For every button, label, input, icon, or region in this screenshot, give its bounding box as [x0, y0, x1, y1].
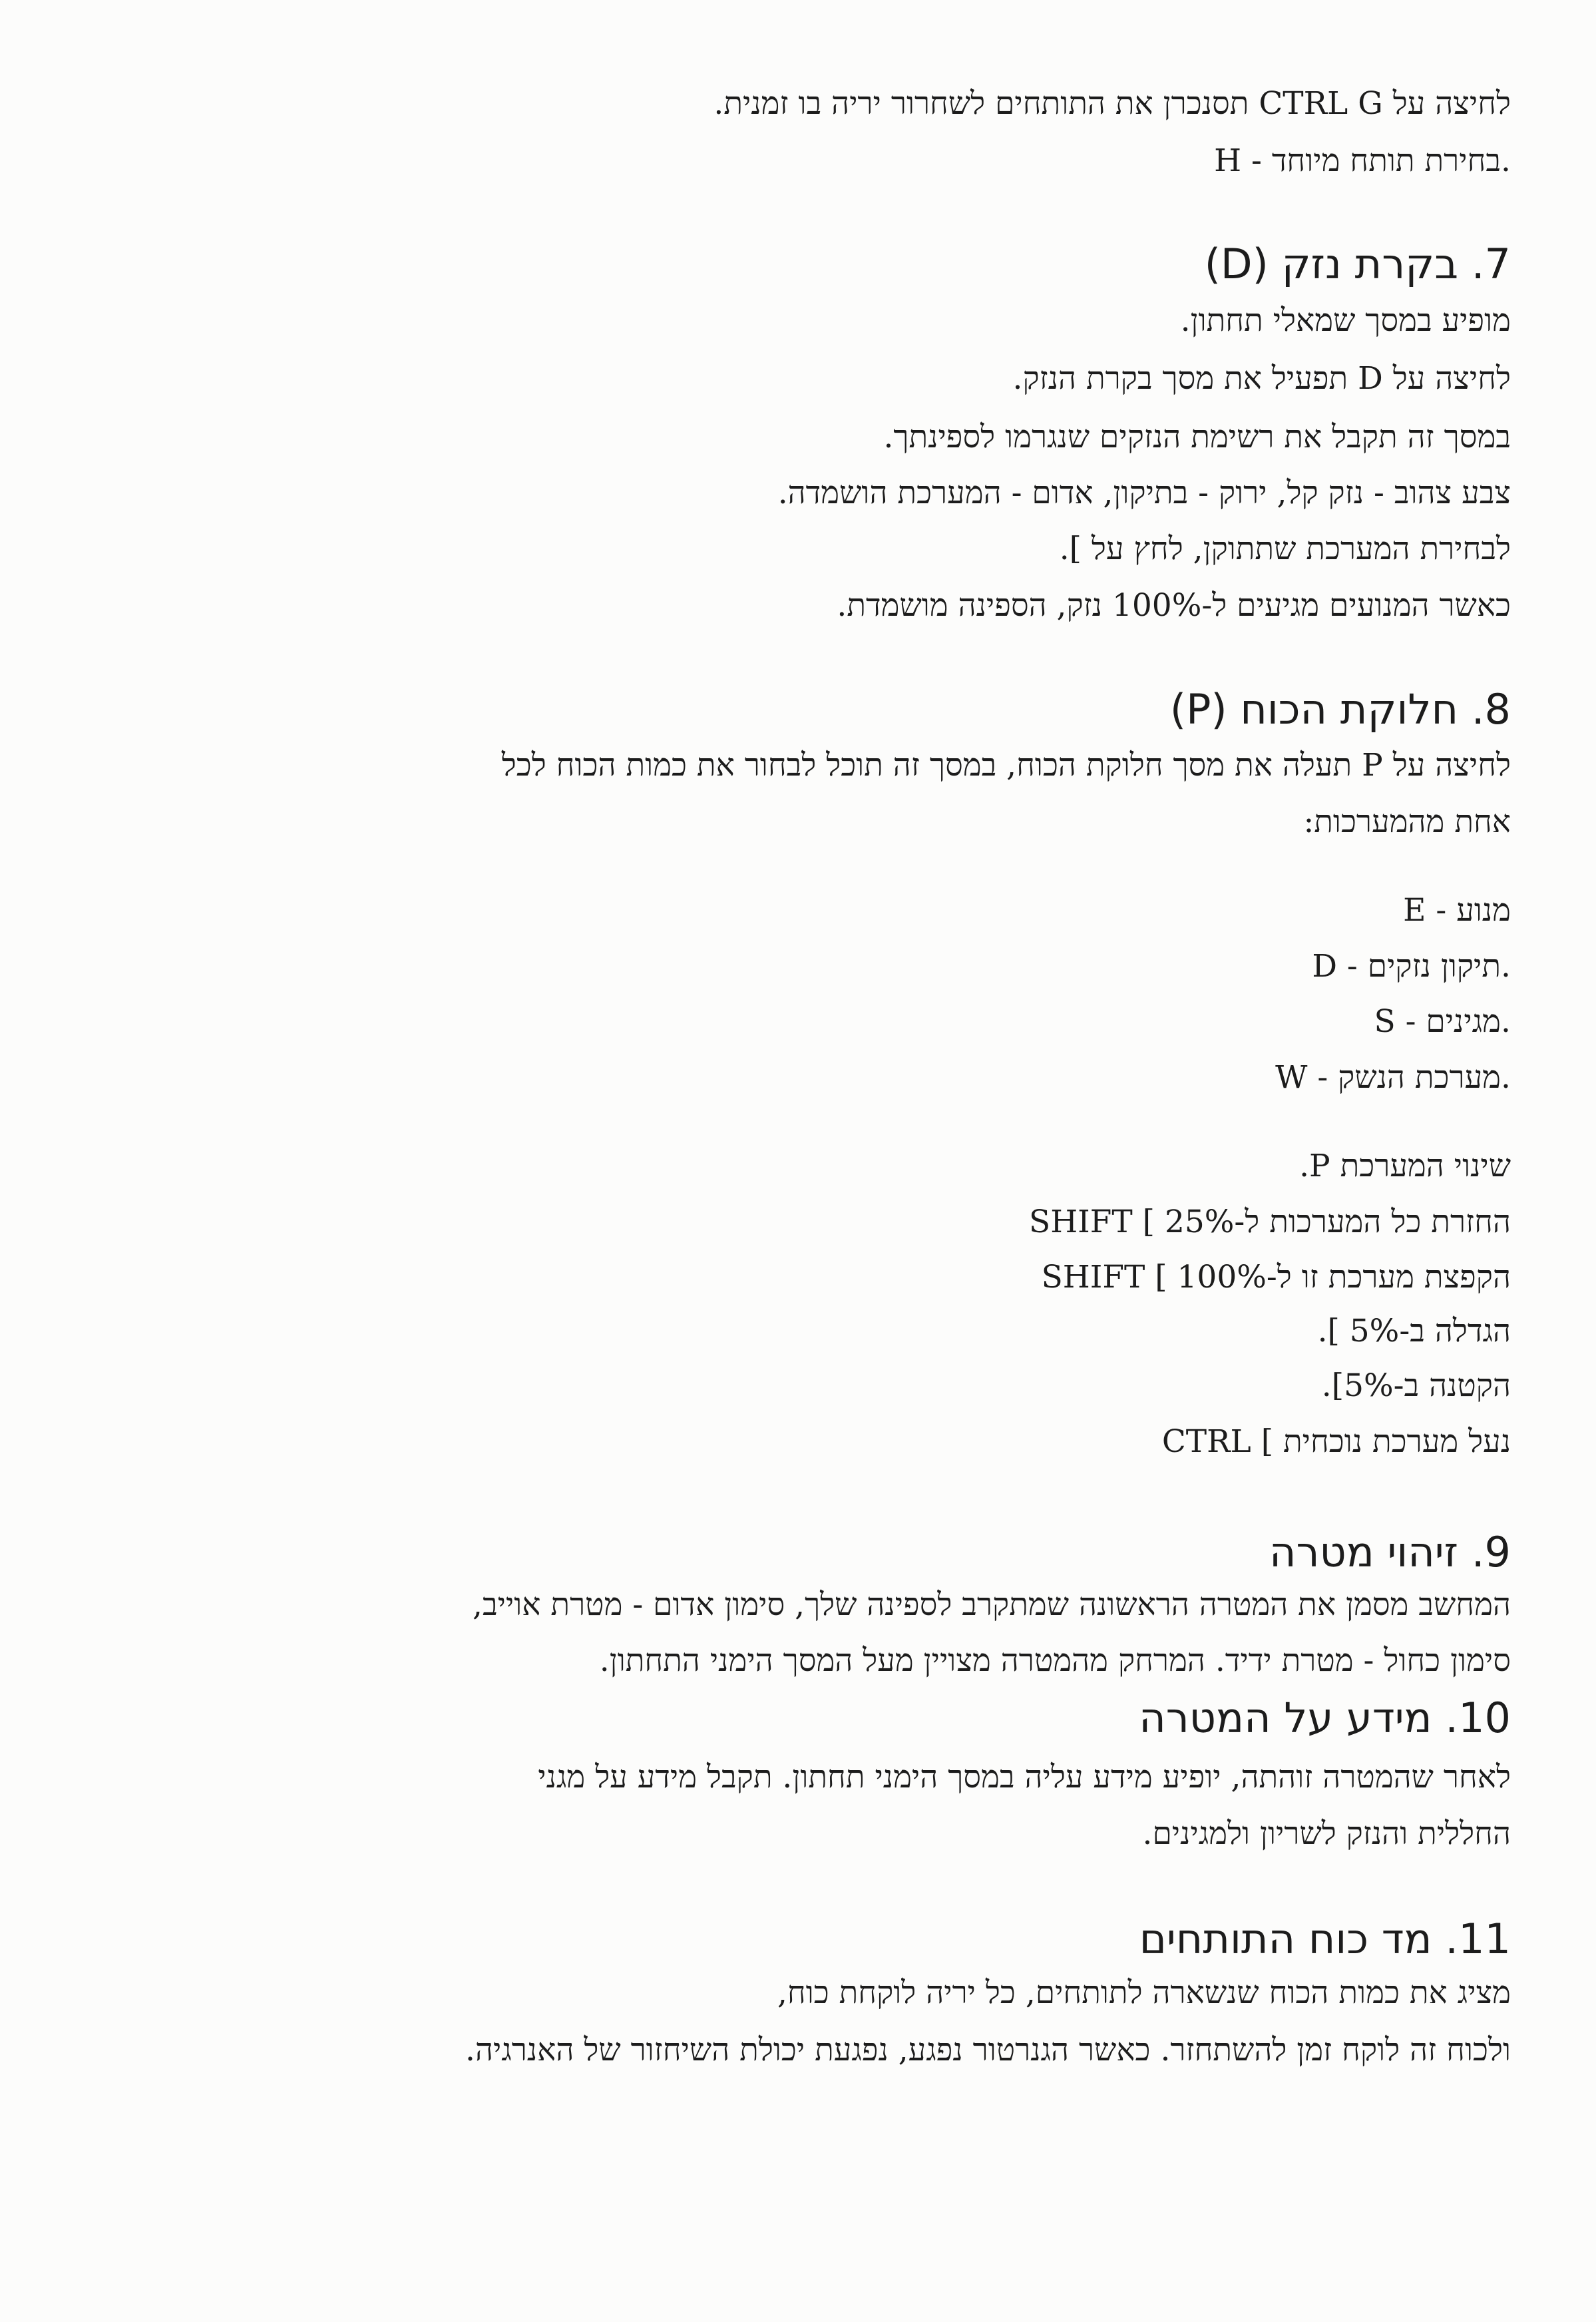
- power-change-item: הקטנה ב-5%].: [1321, 1367, 1511, 1404]
- intro-line-1: לחיצה על CTRL G תסנכרן את התותחים לשחרור יריה בו זמנית.: [713, 85, 1511, 122]
- section-7-line: כאשר המנועים מגיעים ל-100% נזק, הספינה מושמדת.: [837, 587, 1511, 624]
- section-7-line: במסך זה תקבל את רשימת הנזקים שנגרמו לספינתך.: [883, 419, 1511, 455]
- section-7-line: צבע צהוב - נזק קל, ירוק - בתיקון, אדום - המערכת הושמדה.: [777, 475, 1511, 511]
- power-change-item: שינוי המערכת P.: [1299, 1148, 1511, 1184]
- section-11-title: 11. מד כוח התותחים: [1139, 1915, 1511, 1963]
- section-8-line: לחיצה על P תעלה את מסך חלוקת הכוח, במסך זה תוכל לבחור את כמות הכוח לכל: [501, 747, 1511, 784]
- system-item: E - מנוע: [1403, 892, 1511, 929]
- power-change-item: הקפצת מערכת זו ל-100% ] SHIFT: [1041, 1259, 1511, 1295]
- power-change-item: נעל מערכת נוכחית ] CTRL: [1161, 1423, 1511, 1460]
- intro-line-2: H - בחירת תותח מיוחד.: [1214, 142, 1511, 179]
- power-change-item: הגדלה ב-5% ].: [1317, 1313, 1511, 1349]
- section-11-line: ולכוח זה לוקח זמן להשתחזר. כאשר הגנרטור נפגע, נפגעת יכולת השיחזור של האנרגיה.: [465, 2032, 1511, 2068]
- section-7-line: מופיע במסך שמאלי תחתון.: [1180, 302, 1511, 339]
- section-7-line: לבחירת המערכת שתתוקן, לחץ על ].: [1059, 531, 1511, 567]
- section-7-line: לחיצה על D תפעיל את מסך בקרת הנזק.: [1012, 360, 1511, 397]
- system-item: D - תיקון נזקים.: [1312, 948, 1511, 985]
- section-9-line: המחשב מסמן את המטרה הראשונה שמתקרב לספינה שלך, סימון אדום - מטרת אוייב,: [473, 1586, 1511, 1623]
- section-7-title: 7. בקרת נזק (D): [1204, 240, 1511, 288]
- system-item: W - מערכת הנשק.: [1275, 1059, 1511, 1096]
- section-10-line: לאחר שהמטרה זוהתה, יופיע מידע עליה במסך הימני תחתון. תקבל מידע על מגני: [538, 1759, 1511, 1795]
- section-11-line: מציג את כמות הכוח שנשארה לתותחים, כל יריה לוקחת כוח,: [777, 1974, 1511, 2011]
- section-9-title: 9. זיהוי מטרה: [1269, 1528, 1511, 1576]
- section-8-line: אחת מהמערכות:: [1303, 804, 1511, 840]
- section-8-title: 8. חלוקת הכוח (P): [1169, 685, 1511, 734]
- system-item: S - מגינים.: [1374, 1003, 1511, 1040]
- power-change-item: החזרת כל המערכות ל-25% ] SHIFT: [1029, 1204, 1511, 1240]
- section-10-line: החללית והנזק לשריון ולמגינים.: [1142, 1815, 1511, 1852]
- section-9-line: סימון כחול - מטרת ידיד. המרחק מהמטרה מצויין מעל המסך הימני התחתון.: [599, 1642, 1511, 1679]
- section-10-title: 10. מידע על המטרה: [1139, 1694, 1511, 1742]
